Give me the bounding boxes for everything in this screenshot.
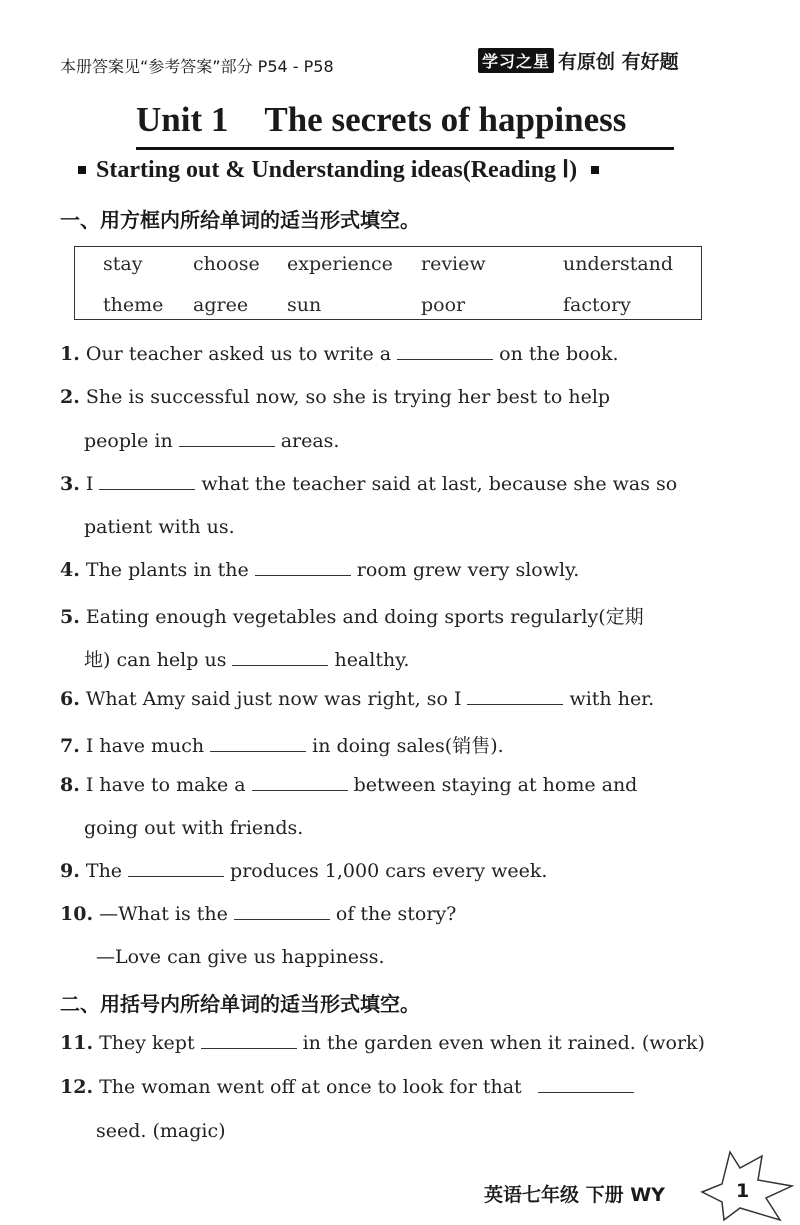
question-3-continued: patient with us. — [84, 516, 235, 538]
question-3: 3. I what the teacher said at last, because she was so — [60, 473, 678, 495]
question-10-answer-line: —Love can give us happiness. — [96, 946, 385, 968]
word-bank-item: review — [421, 253, 486, 275]
answer-blank[interactable] — [255, 574, 351, 576]
answer-blank[interactable] — [99, 488, 195, 490]
brand-slogan: 有原创 有好题 — [558, 51, 679, 73]
question-10: 10. —What is the of the story? — [60, 903, 457, 925]
word-bank-item: agree — [193, 294, 249, 316]
question-9: 9. The produces 1,000 cars every week. — [60, 860, 548, 882]
footer-book-label: 英语七年级 下册 WY — [484, 1184, 665, 1206]
word-bank-item: factory — [563, 294, 631, 316]
question-11: 11. They kept in the garden even when it rained. (work) — [60, 1032, 705, 1054]
answer-reference-note: 本册答案见“参考答案”部分 P54 - P58 — [60, 57, 334, 76]
question-2: 2. She is successful now, so she is trying her best to help — [60, 386, 611, 408]
question-12: 12. The woman went off at once to look for that — [60, 1076, 640, 1098]
answer-blank[interactable] — [210, 750, 306, 752]
question-4: 4. The plants in the room grew very slowly. — [60, 559, 580, 581]
question-6: 6. What Amy said just now was right, so I with her. — [60, 688, 655, 710]
answer-blank[interactable] — [397, 358, 493, 360]
word-bank-item: theme — [103, 294, 164, 316]
page-number: 1 — [736, 1180, 750, 1202]
bullet-icon — [78, 166, 86, 174]
section-heading-text: Starting out & Understanding ideas(Reading Ⅰ) — [96, 157, 578, 183]
part2-heading: 二、用括号内所给单词的适当形式填空。 — [60, 992, 420, 1016]
word-bank-item: choose — [193, 253, 260, 275]
answer-blank[interactable] — [538, 1091, 634, 1093]
word-bank-item: sun — [287, 294, 322, 316]
word-bank-item: poor — [421, 294, 466, 316]
question-5-continued: 地) can help us healthy. — [84, 649, 410, 671]
answer-blank[interactable] — [252, 789, 348, 791]
answer-blank[interactable] — [179, 445, 275, 447]
answer-blank[interactable] — [234, 918, 330, 920]
unit-title — [136, 100, 626, 140]
word-bank-item: understand — [563, 253, 674, 275]
brand — [478, 47, 679, 74]
answer-blank[interactable] — [467, 703, 563, 705]
word-bank-item: stay — [103, 253, 143, 275]
section-heading — [78, 155, 599, 184]
answer-blank[interactable] — [201, 1047, 297, 1049]
part1-heading: 一、用方框内所给单词的适当形式填空。 — [60, 208, 420, 232]
question-8-continued: going out with friends. — [84, 817, 304, 839]
question-1: 1. Our teacher asked us to write a on the book. — [60, 343, 619, 365]
question-12-continued: seed. (magic) — [96, 1120, 226, 1142]
question-5: 5. Eating enough vegetables and doing sports regularly(定期 — [60, 606, 644, 628]
answer-blank[interactable] — [232, 664, 328, 666]
bullet-icon — [591, 166, 599, 174]
word-bank-item: experience — [287, 253, 393, 275]
unit-name: The secrets of happiness — [264, 100, 627, 139]
word-bank-box — [74, 246, 702, 320]
answer-blank[interactable] — [128, 875, 224, 877]
unit-number: Unit 1 — [136, 100, 229, 139]
question-2-continued: people in areas. — [84, 430, 340, 452]
title-underline — [136, 147, 674, 150]
question-7: 7. I have much in doing sales(销售). — [60, 735, 504, 757]
brand-logo: 学习之星 — [478, 48, 554, 73]
question-8: 8. I have to make a between staying at home and — [60, 774, 638, 796]
